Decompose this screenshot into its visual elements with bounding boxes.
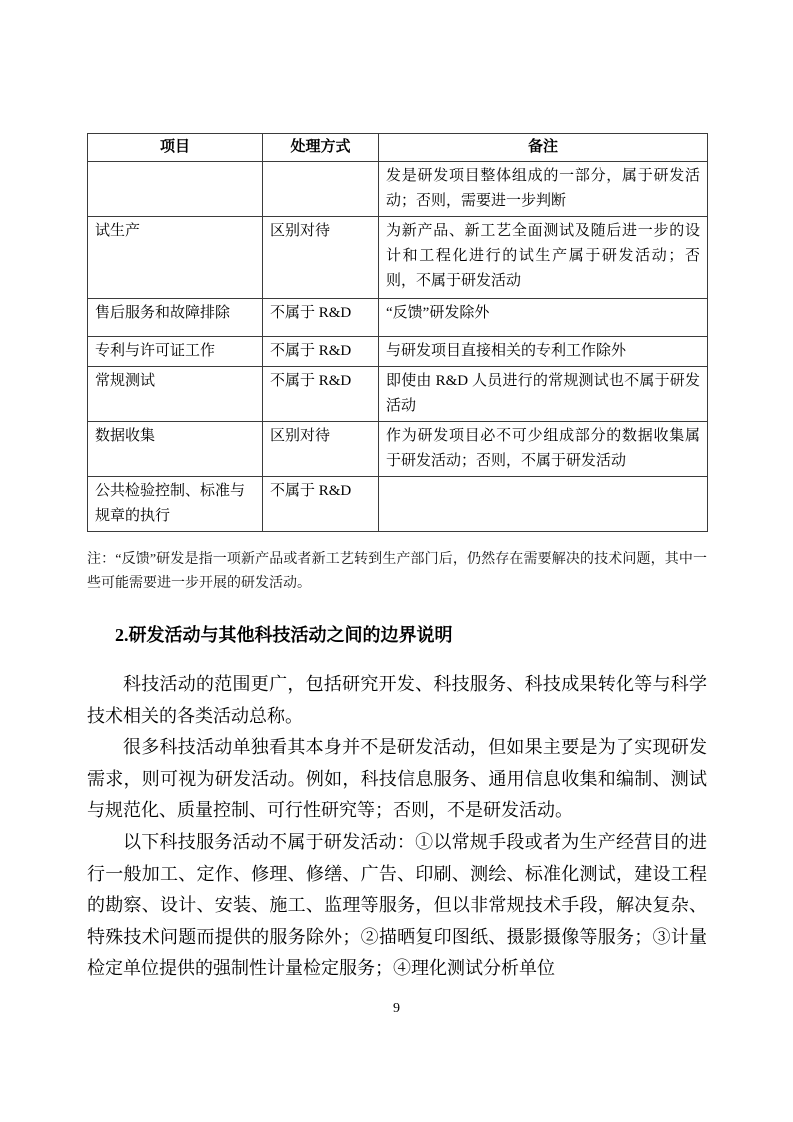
- cell-treatment: 不属于 R&D: [263, 337, 379, 367]
- cell-item: 数据收集: [88, 422, 263, 477]
- cell-treatment: 不属于 R&D: [263, 367, 379, 422]
- page-content: [87, 133, 707, 985]
- rd-boundary-table: [87, 133, 708, 532]
- cell-item: 常规测试: [88, 367, 263, 422]
- table-header-item: 项目: [88, 134, 263, 162]
- body-paragraph: 以下科技服务活动不属于研发活动：①以常规手段或者为生产经营目的进行一般加工、定作、修理、修缮、广告、印刷、测绘、标准化测试，建设工程的勘察、设计、安装、施工、监理等服务，但以非常规技术手段，解决复杂、特殊技术问题而提供的服务除外；②描晒复印图纸、摄影摄像等服务；③计量检定单位提供的强制性计量检定服务；④理化测试分析单位: [87, 831, 707, 979]
- table-row: [88, 162, 708, 217]
- cell-item: [88, 162, 263, 217]
- cell-remark: [379, 477, 708, 532]
- cell-remark: 与研发项目直接相关的专利工作除外: [379, 337, 708, 367]
- table-header-remark: 备注: [379, 134, 708, 162]
- cell-remark: 发是研发项目整体组成的一部分，属于研发活动；否则，需要进一步判断: [379, 162, 708, 217]
- table-row: [88, 217, 708, 299]
- cell-remark: 作为研发项目必不可少组成部分的数据收集属于研发活动；否则，不属于研发活动: [379, 422, 708, 477]
- cell-item: 公共检验控制、标准与规章的执行: [88, 477, 263, 532]
- body-paragraph: 科技活动的范围更广，包括研究开发、科技服务、科技成果转化等与科学技术相关的各类活动总称。: [87, 674, 707, 726]
- table-row: [88, 299, 708, 337]
- table-header-treatment: 处理方式: [263, 134, 379, 162]
- cell-remark: 为新产品、新工艺全面测试及随后进一步的设计和工程化进行的试生产属于研发活动；否则，不属于研发活动: [379, 217, 708, 299]
- table-row: [88, 337, 708, 367]
- page-number: 9: [393, 1001, 400, 1016]
- cell-item: 售后服务和故障排除: [88, 299, 263, 337]
- cell-treatment: 区别对待: [263, 422, 379, 477]
- cell-treatment: 不属于 R&D: [263, 477, 379, 532]
- table-row: [88, 422, 708, 477]
- table-row: [88, 477, 708, 532]
- body-text: [87, 669, 707, 985]
- section-heading: 2.研发活动与其他科技活动之间的边界说明: [115, 625, 453, 645]
- table-footnote: 注：“反馈”研发是指一项新产品或者新工艺转到生产部门后，仍然存在需要解决的技术问题，其中一些可能需要进一步开展的研发活动。: [87, 552, 707, 591]
- table-header-row: [88, 134, 708, 162]
- cell-treatment: 区别对待: [263, 217, 379, 299]
- table-row: [88, 367, 708, 422]
- cell-treatment: 不属于 R&D: [263, 299, 379, 337]
- cell-item: 试生产: [88, 217, 263, 299]
- cell-remark: “反馈”研发除外: [379, 299, 708, 337]
- cell-treatment: [263, 162, 379, 217]
- cell-remark: 即使由 R&D 人员进行的常规测试也不属于研发活动: [379, 367, 708, 422]
- cell-item: 专利与许可证工作: [88, 337, 263, 367]
- body-paragraph: 很多科技活动单独看其本身并不是研发活动，但如果主要是为了实现研发需求，则可视为研发活动。例如，科技信息服务、通用信息收集和编制、测试与规范化、质量控制、可行性研究等；否则，不是研发活动。: [87, 737, 707, 821]
